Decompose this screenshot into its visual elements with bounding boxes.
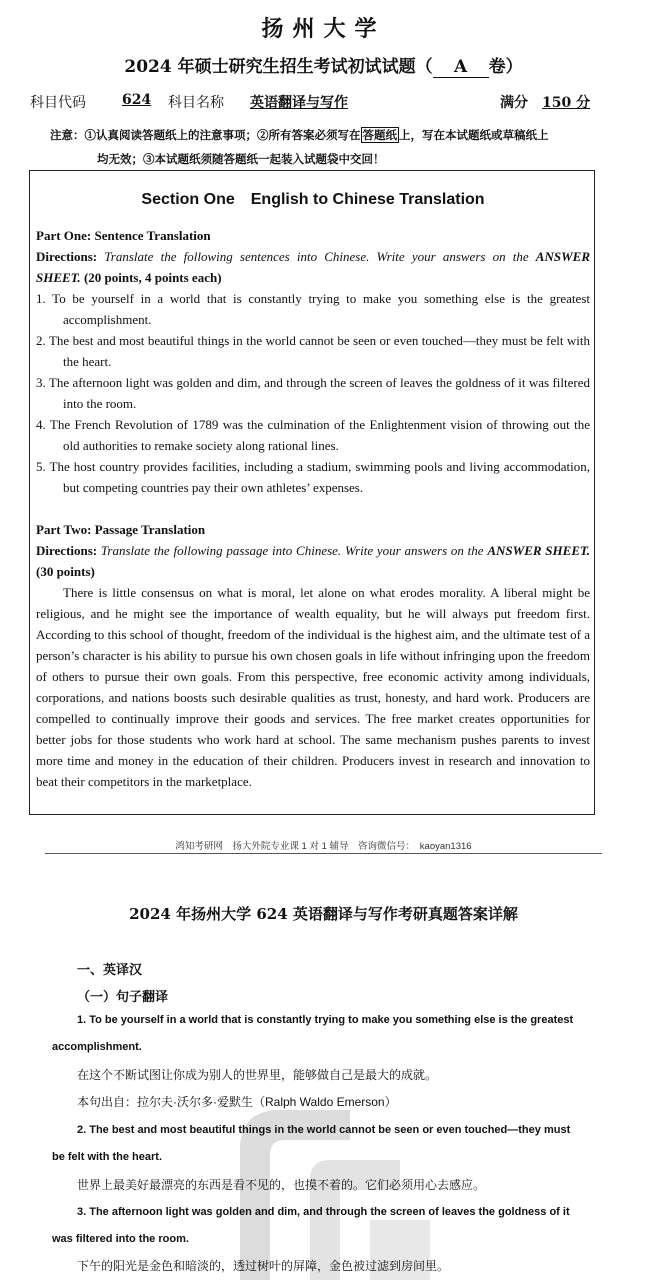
points-label: (20 points, 4 points each) [83,270,222,285]
part-one-title: Part One: Sentence Translation [36,228,211,243]
sentence-item: 3. The afternoon light was golden and dim, and through the screen of leaves the goldness of it was filtered into the room. [36,375,590,411]
answer-question-line: was filtered into the room. [52,1233,189,1245]
notice-text-1-end: 上，写在本试题纸或草稿纸上 [399,128,549,142]
footer-divider [45,853,602,854]
university-title: 扬州大学 [261,16,386,42]
answer-subsection-heading: （一）句子翻译 [77,989,169,1004]
part-one-directions [36,246,590,288]
footer-note: 鸿知考研网 扬大外院专业课 1 对 1 辅导 咨询微信号： kaoyan1316 [175,841,472,852]
subject-code-label: 科目代码 [30,95,86,111]
part-two-title: Part Two: Passage Translation [36,522,206,537]
exam-title-pre: 2024 年硕士研究生招生考试初试试题（ [124,57,433,77]
answer-sheet-label: ANSWER SHEET. [487,543,590,558]
translation-passage: There is little consensus on what is moral, let alone on what erodes morality. A liberal might be religious, and he might see the importance of wealth equality, but he will always put freedom first. According to this school of thought, freedom of the individual is the highest aim, and the ultimate test of a person’s character is his ability to pursue his own chosen goals in life without infringing upon the freedom of others to pursue their own goals. From this perspective, free economic activity among individuals, corporations, and nations boosts such desirable qualities as trust, honesty, and hard work. Producers are compelled to continually improve their goods and services. The free market creates opportunities for better jobs for those students who work hard at school. The same mechanism pushes parents to invest more time and money in the education of their children. Producers invest in research and innovation to beat their competitors in the marketplace. [36,585,590,789]
directions-text: Translate the following sentences into Chinese. Write your answers on the [104,249,529,264]
subject-line [30,92,620,112]
subject-name-label: 科目名称 [168,95,224,111]
subject-name: 英语翻译与写作 [250,95,348,111]
answer-question-line: 1. To be yourself in a world that is constantly trying to make you something else is the greatest [77,1014,574,1026]
answer-question-line: be felt with the heart. [52,1151,163,1163]
directions-text: Translate the following passage into Chinese. Write your answers on the [100,543,484,558]
directions-label: Directions: [36,249,98,264]
notice-text-1: 注意：①认真阅读答题纸上的注意事项；②所有答案必须写在 [50,128,361,142]
exam-title [0,52,647,78]
directions-label: Directions: [36,543,98,558]
answer-question-line: accomplishment. [52,1041,142,1053]
sentence-item: 2. The best and most beautiful things in the world cannot be seen or even touched—they must be felt with the heart. [36,333,590,369]
answer-source-note: 本句出自：拉尔夫·沃尔多·爱默生（Ralph Waldo Emerson） [77,1095,397,1109]
exam-question-box [29,170,595,815]
answer-section-heading: 一、英译汉 [77,962,143,977]
sentence-item: 1. To be yourself in a world that is constantly trying to make you something else is the greatest accomplishment. [36,291,590,327]
points-label: (30 points) [36,564,95,579]
sentence-item: 5. The host country provides facilities, including a stadium, swimming pools and living accommodation, but competing countries pay their own athletes’ expenses. [36,459,590,495]
notice-line-2: 均无效；③本试题纸须随答题纸一起装入试题袋中交回！ [97,152,385,166]
subject-code: 624 [122,92,152,108]
answer-translation: 世界上最美好最漂亮的东西是看不见的，也摸不着的。它们必须用心去感应。 [77,1178,486,1192]
section-one-heading: Section One English to Chinese Translation [141,191,485,208]
paper-code: A [433,57,489,78]
notice-line-1 [50,127,610,143]
answer-question-line: 3. The afternoon light was golden and dim, and through the screen of leaves the goldness of it [77,1206,570,1218]
answer-title: 2024 年扬州大学 624 英语翻译与写作考研真题答案详解 [129,905,518,923]
full-score-label: 满分 [500,95,528,111]
answer-translation: 下午的阳光是金色和暗淡的，透过树叶的屏障，金色被过滤到房间里。 [77,1259,450,1273]
answer-sheet-label: ANSWER SHEET. [36,249,590,285]
part-two-directions [36,540,590,582]
answer-translation: 在这个不断试图让你成为别人的世界里，能够做自己是最大的成就。 [77,1068,438,1082]
full-score: 150 分 [542,95,591,111]
answer-question-line: 2. The best and most beautiful things in the world cannot be seen or even touched—they must [77,1124,571,1136]
notice-boxed-word: 答题纸 [362,128,397,142]
sentence-item: 4. The French Revolution of 1789 was the culmination of the Enlightenment vision of throwing out the old authorities to remake society along rational lines. [36,417,590,453]
exam-title-post: 卷） [488,57,523,77]
